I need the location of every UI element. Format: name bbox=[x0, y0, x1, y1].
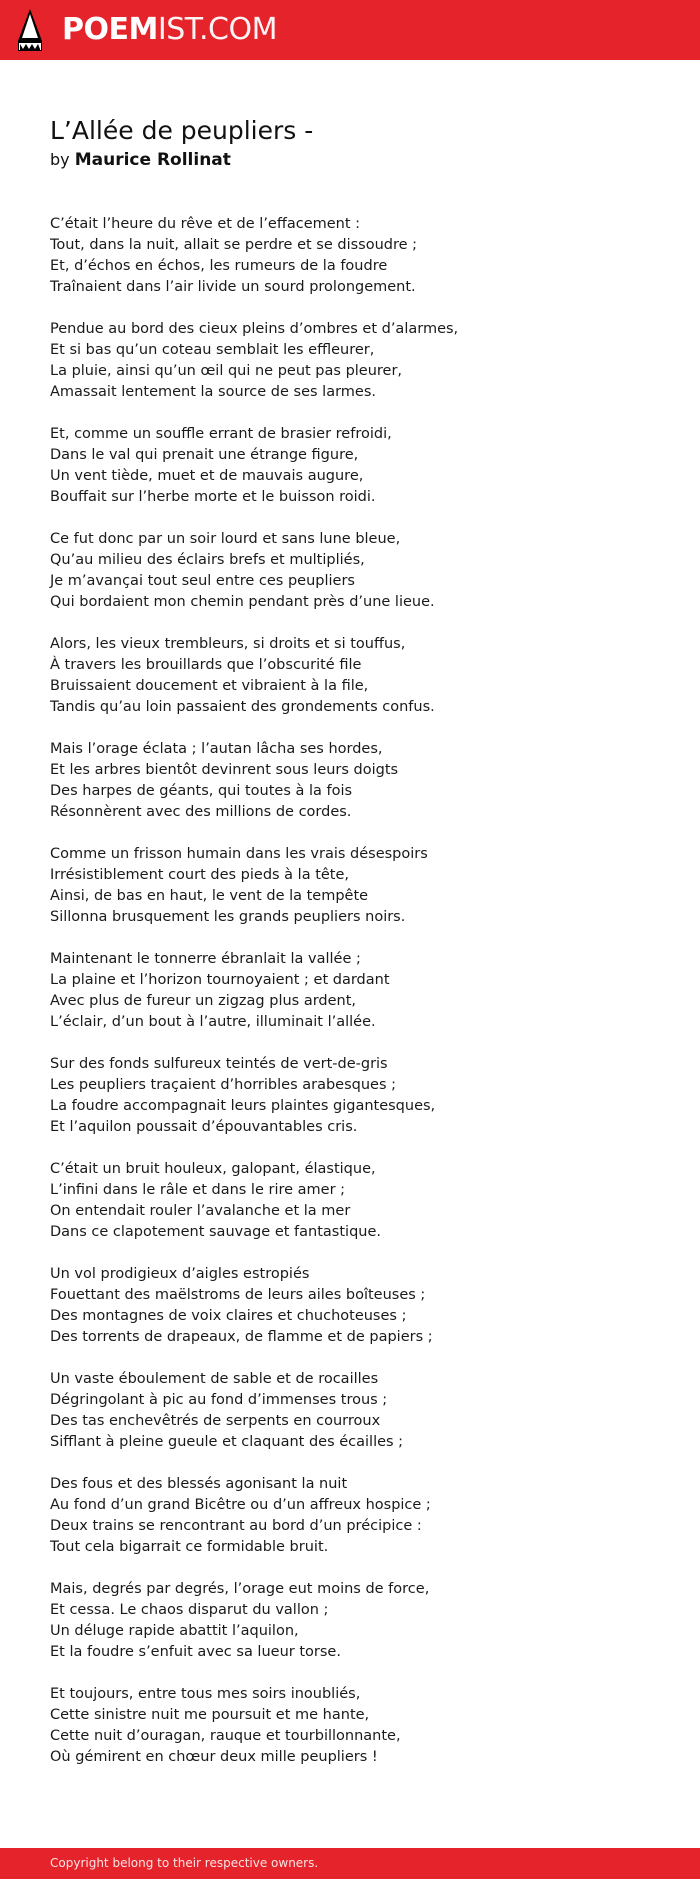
byline bbox=[50, 149, 670, 171]
poem-line: Deux trains se rencontrant au bord d’un précipice : bbox=[50, 1518, 422, 1534]
poem-line: Bouffait sur l’herbe morte et le buisson roidi. bbox=[50, 489, 376, 505]
poem-stanza bbox=[50, 1054, 670, 1138]
poem-line: Qui bordaient mon chemin pendant près d’une lieue. bbox=[50, 594, 435, 610]
poem-title: L’Allée de peupliers - bbox=[50, 116, 314, 145]
poem-line: On entendait rouler l’avalanche et la mer bbox=[50, 1203, 351, 1219]
site-logo-link[interactable] bbox=[16, 8, 277, 52]
poem-line: Et toujours, entre tous mes soirs inoubliés, bbox=[50, 1686, 361, 1702]
poem-line: Alors, les vieux trembleurs, si droits et si touffus, bbox=[50, 636, 406, 652]
pen-nib-icon bbox=[16, 8, 44, 52]
poem-line: Ce fut donc par un soir lourd et sans lune bleue, bbox=[50, 531, 401, 547]
poem-line: Et si bas qu’un coteau semblait les effleurer, bbox=[50, 342, 375, 358]
poem-line: Un vol prodigieux d’aigles estropiés bbox=[50, 1266, 310, 1282]
poem-stanza bbox=[50, 634, 670, 718]
poem-stanza bbox=[50, 949, 670, 1033]
brand-name-bold: POEM bbox=[62, 12, 158, 47]
poem-line: Les peupliers traçaient d’horribles arabesques ; bbox=[50, 1077, 397, 1093]
poem-stanza bbox=[50, 529, 670, 613]
poem-stanza bbox=[50, 1369, 670, 1453]
poem-line: Et les arbres bientôt devinrent sous leurs doigts bbox=[50, 762, 399, 778]
poem-stanza bbox=[50, 1474, 670, 1558]
poem-line: Et, d’échos en échos, les rumeurs de la foudre bbox=[50, 258, 388, 274]
brand-name-light: IST.COM bbox=[157, 12, 277, 47]
poem-line: Maintenant le tonnerre ébranlait la vallée ; bbox=[50, 951, 361, 967]
poem-line: Au fond d’un grand Bicêtre ou d’un affreux hospice ; bbox=[50, 1497, 431, 1513]
poem-line: C’était un bruit houleux, galopant, élastique, bbox=[50, 1161, 376, 1177]
poem-line: Tandis qu’au loin passaient des grondements confus. bbox=[50, 699, 435, 715]
poem-line: Des montagnes de voix claires et chuchoteuses ; bbox=[50, 1308, 407, 1324]
poem-line: La pluie, ainsi qu’un œil qui ne peut pas pleurer, bbox=[50, 363, 403, 379]
poem-line: Fouettant des maëlstroms de leurs ailes boîteuses ; bbox=[50, 1287, 426, 1303]
poem-line: Des torrents de drapeaux, de flamme et de papiers ; bbox=[50, 1329, 433, 1345]
poem-line: Dans le val qui prenait une étrange figure, bbox=[50, 447, 359, 463]
poem-stanza bbox=[50, 739, 670, 823]
poem-line: Mais l’orage éclata ; l’autan lâcha ses hordes, bbox=[50, 741, 383, 757]
poem-line: Où gémirent en chœur deux mille peupliers ! bbox=[50, 1749, 378, 1765]
site-header bbox=[0, 0, 700, 60]
poem-line: Comme un frisson humain dans les vrais désespoirs bbox=[50, 846, 428, 862]
poem-line: Un vent tiède, muet et de mauvais augure, bbox=[50, 468, 364, 484]
poem-line: Un vaste éboulement de sable et de rocailles bbox=[50, 1371, 379, 1387]
poem-line: Qu’au milieu des éclairs brefs et multipliés, bbox=[50, 552, 365, 568]
poem-stanza bbox=[50, 844, 670, 928]
poem-stanza bbox=[50, 319, 670, 403]
poem-line: C’était l’heure du rêve et de l’effacement : bbox=[50, 216, 361, 232]
poem-line: Et, comme un souffle errant de brasier refroidi, bbox=[50, 426, 392, 442]
poem-line: Ainsi, de bas en haut, le vent de la tempête bbox=[50, 888, 369, 904]
poem-line: L’éclair, d’un bout à l’autre, illuminait l’allée. bbox=[50, 1014, 376, 1030]
poem-line: Cette sinistre nuit me poursuit et me hante, bbox=[50, 1707, 370, 1723]
poem-line: Sillonna brusquement les grands peupliers noirs. bbox=[50, 909, 406, 925]
byline-prefix: by bbox=[50, 150, 70, 169]
poem-line: Des tas enchevêtrés de serpents en courroux bbox=[50, 1413, 381, 1429]
poem-line: À travers les brouillards que l’obscurité file bbox=[50, 657, 362, 673]
poem-line: Et l’aquilon poussait d’épouvantables cris. bbox=[50, 1119, 358, 1135]
poem-line: Tout, dans la nuit, allait se perdre et se dissoudre ; bbox=[50, 237, 418, 253]
poem-line: Cette nuit d’ouragan, rauque et tourbillonnante, bbox=[50, 1728, 401, 1744]
site-footer bbox=[0, 1848, 700, 1879]
poem-line: L’infini dans le râle et dans le rire amer ; bbox=[50, 1182, 346, 1198]
poem-line: Et cessa. Le chaos disparut du vallon ; bbox=[50, 1602, 329, 1618]
poem-content bbox=[50, 115, 670, 1789]
poem-line: Pendue au bord des cieux pleins d’ombres et d’alarmes, bbox=[50, 321, 459, 337]
poem-line: Résonnèrent avec des millions de cordes. bbox=[50, 804, 352, 820]
poem-line: Je m’avançai tout seul entre ces peupliers bbox=[50, 573, 355, 589]
poem-stanza bbox=[50, 1579, 670, 1663]
poem-line: Irrésistiblement court des pieds à la tête, bbox=[50, 867, 350, 883]
poem-line: Tout cela bigarrait ce formidable bruit. bbox=[50, 1539, 329, 1555]
poem-line: Dans ce clapotement sauvage et fantastique. bbox=[50, 1224, 381, 1240]
poem-body bbox=[50, 214, 670, 1768]
poem-stanza bbox=[50, 1264, 670, 1348]
author-name[interactable]: Maurice Rollinat bbox=[74, 150, 231, 170]
poem-line: Sifflant à pleine gueule et claquant des écailles ; bbox=[50, 1434, 404, 1450]
poem-stanza bbox=[50, 1684, 670, 1768]
copyright-text: Copyright belong to their respective owners. bbox=[50, 1856, 319, 1870]
poem-stanza bbox=[50, 424, 670, 508]
poem-line: Des fous et des blessés agonisant la nuit bbox=[50, 1476, 348, 1492]
poem-stanza bbox=[50, 1159, 670, 1243]
poem-line: Amassait lentement la source de ses larmes. bbox=[50, 384, 377, 400]
poem-line: Avec plus de fureur un zigzag plus ardent, bbox=[50, 993, 357, 1009]
poem-line: Dégringolant à pic au fond d’immenses trous ; bbox=[50, 1392, 388, 1408]
poem-line: Bruissaient doucement et vibraient à la file, bbox=[50, 678, 369, 694]
poem-stanza bbox=[50, 214, 670, 298]
poem-line: Des harpes de géants, qui toutes à la fois bbox=[50, 783, 353, 799]
poem-line: Traînaient dans l’air livide un sourd prolongement. bbox=[50, 279, 416, 295]
brand-name bbox=[62, 8, 277, 52]
poem-line: Mais, degrés par degrés, l’orage eut moins de force, bbox=[50, 1581, 430, 1597]
poem-line: La foudre accompagnait leurs plaintes gigantesques, bbox=[50, 1098, 436, 1114]
poem-line: Sur des fonds sulfureux teintés de vert-de-gris bbox=[50, 1056, 388, 1072]
poem-line: Un déluge rapide abattit l’aquilon, bbox=[50, 1623, 299, 1639]
poem-line: La plaine et l’horizon tournoyaient ; et dardant bbox=[50, 972, 390, 988]
poem-line: Et la foudre s’enfuit avec sa lueur torse. bbox=[50, 1644, 341, 1660]
